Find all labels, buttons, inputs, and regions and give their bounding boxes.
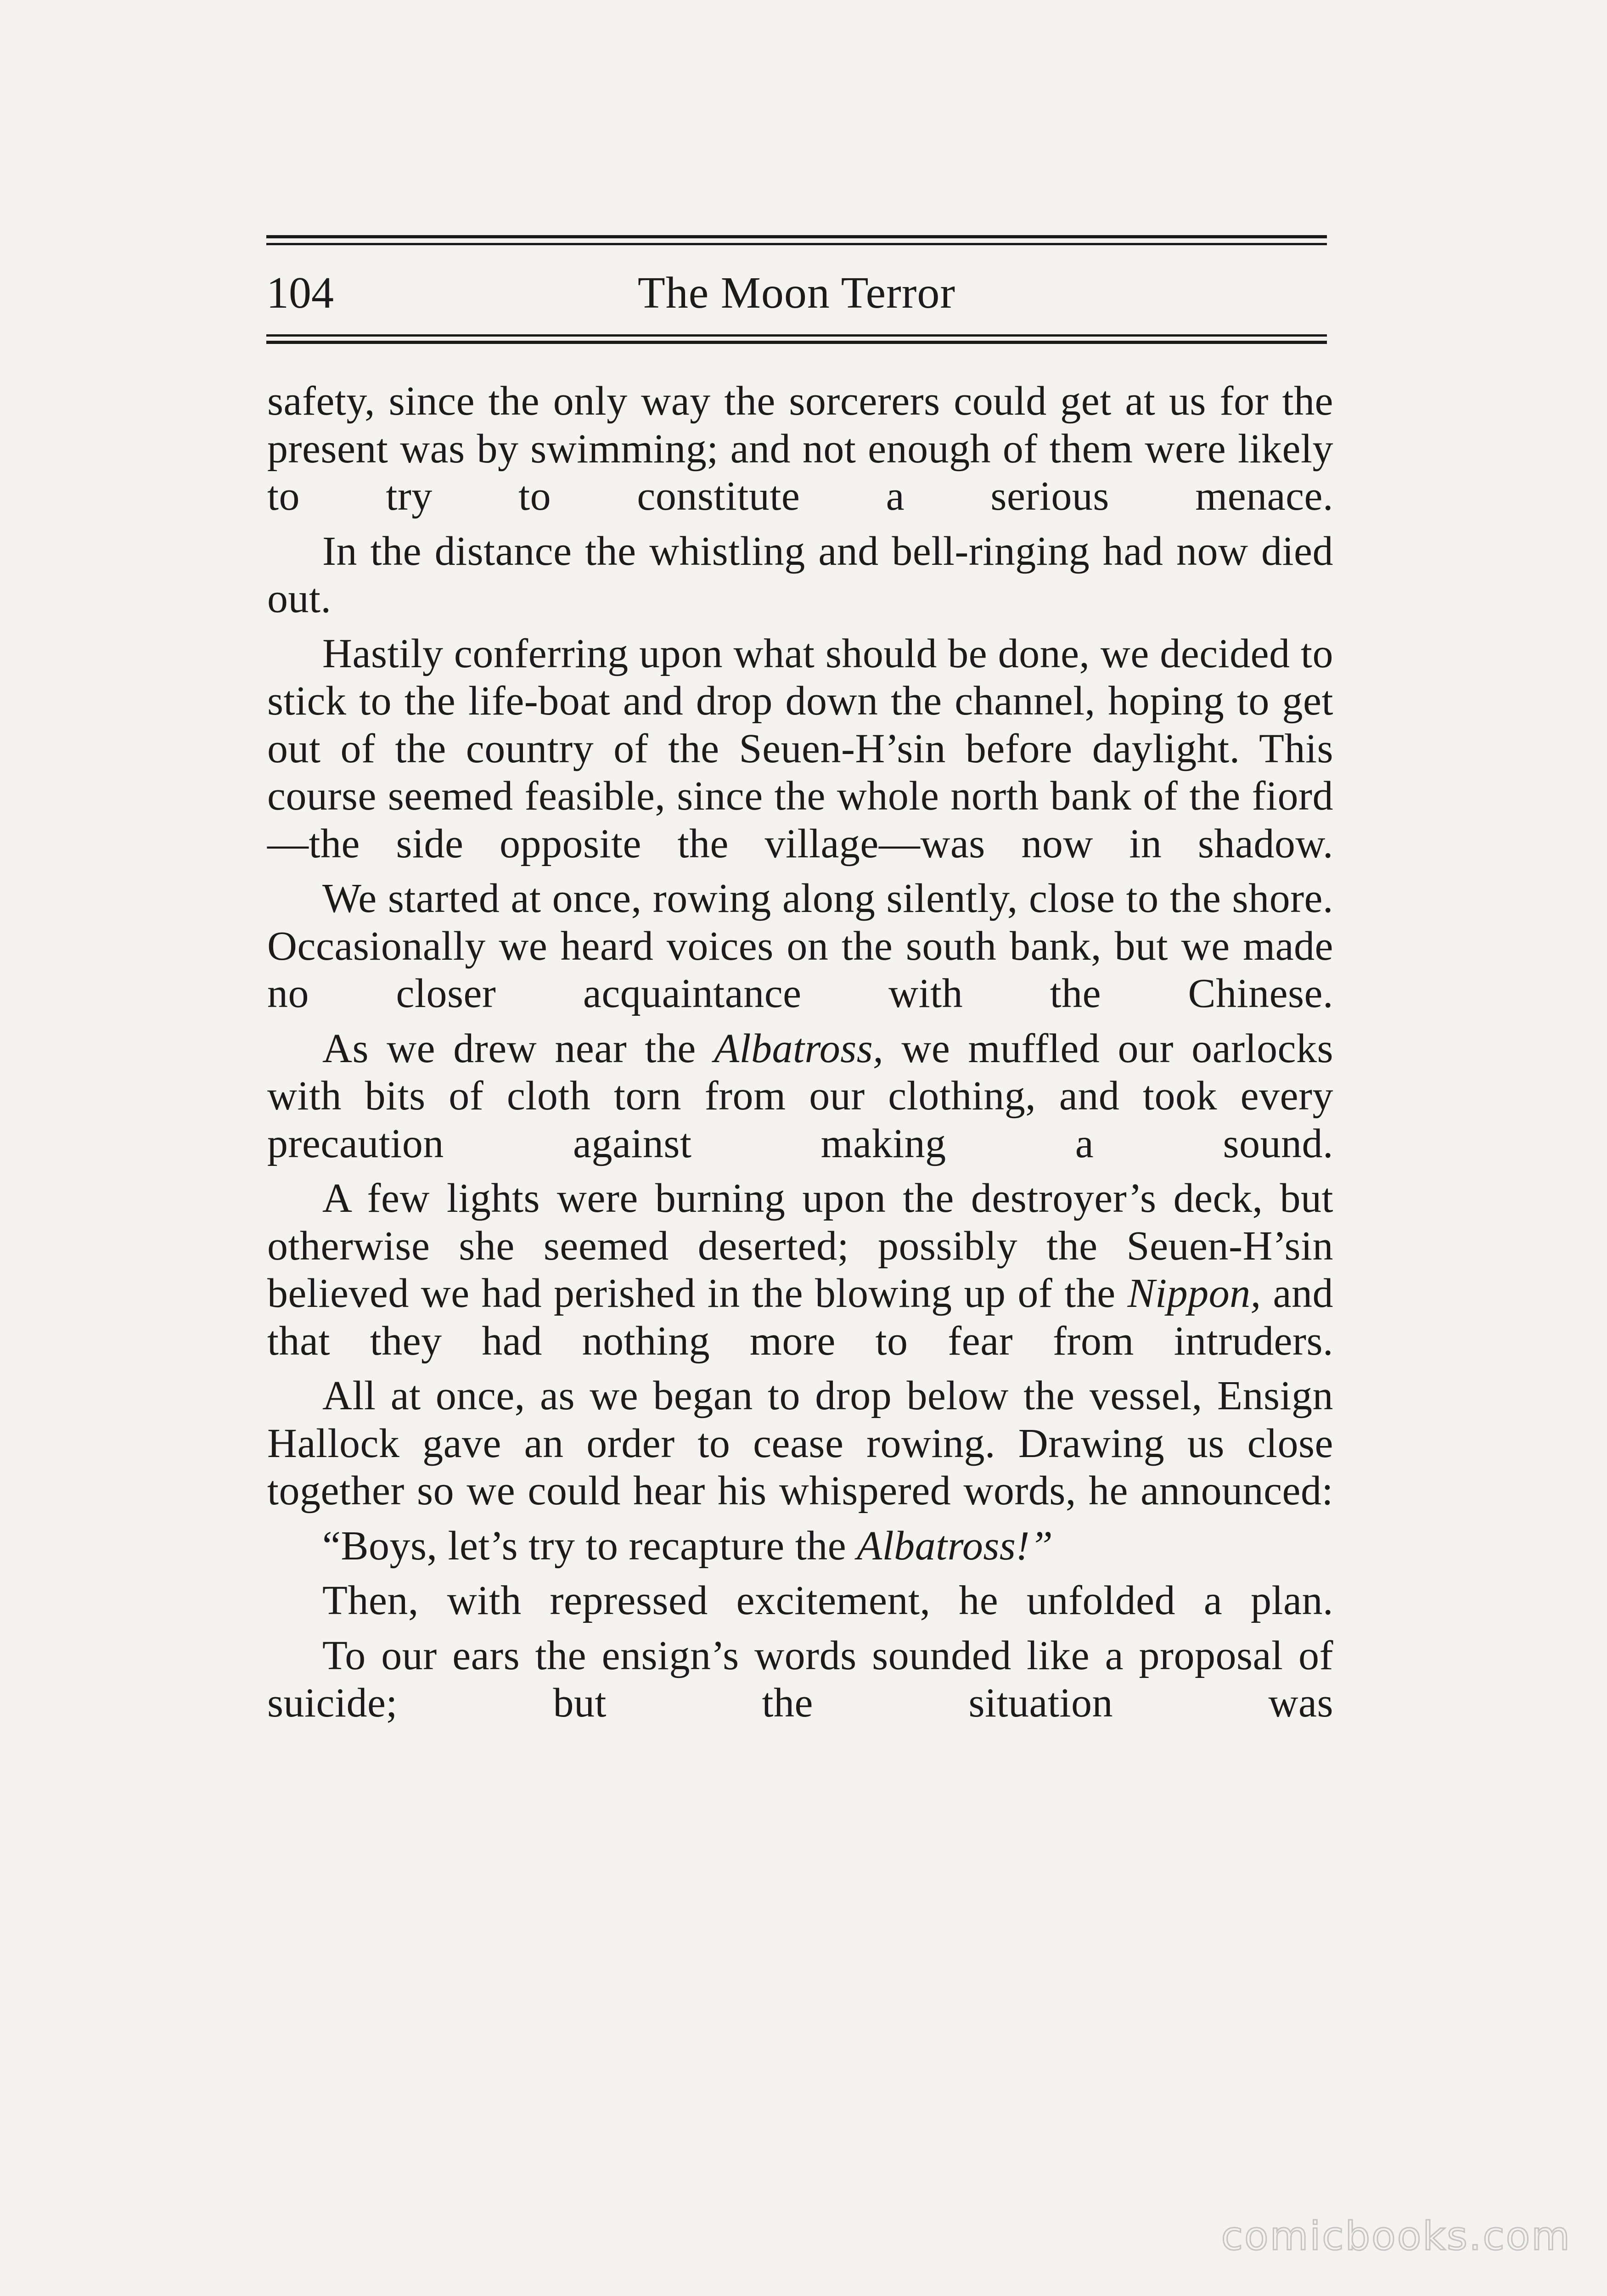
paragraph [267,1522,1333,1570]
ship-name: Nippon, [1127,1271,1261,1316]
header-top-rule-thin [266,243,1327,245]
paragraph: To our ears the ensign’s words sounded like a proposal of suicide; but the situation was [267,1632,1333,1726]
paragraph: All at once, as we began to drop below the vessel, Ensign Hallock gave an order to cease rowing. Drawing us close together so we could hear his whispered words, he announced: [267,1373,1333,1514]
header-top-rule-thick [266,235,1327,238]
paragraph [267,1025,1333,1168]
paragraph: Hastily conferring upon what should be done, we decided to stick to the life-boat and drop down the channel, hoping to get out of the country of the Seuen-H’sin before daylight. This course seemed feasible, since the whole north bank of the fiord—the side opposite the village—was now in shadow. [267,630,1333,867]
paragraph-text: and that they had nothing more to fear from intruders. [267,1271,1333,1364]
paragraph: safety, since the only way the sorcerers could get at us for the present was by swimming; and not enough of them were likely to try to constitute a serious menace. [267,378,1333,519]
header-bottom-rule-thick [266,341,1327,344]
running-head [266,265,1327,325]
paragraph-text: we muffled our oarlocks with bits of cloth torn from our clothing, and took every precaution against making a sound. [267,1025,1333,1166]
book-title: The Moon Terror [637,268,956,318]
header-bottom-rule [266,334,1327,348]
body-text [267,377,1333,1734]
ship-name: Albatross, [714,1025,884,1071]
paragraph: Then, with repressed excitement, he unfolded a plan. [322,1578,1333,1623]
paragraph: We started at once, rowing along silently, close to the shore. Occasionally we heard voices on the south bank, but we made no closer acquaintance with the Chinese. [267,876,1333,1016]
paragraph: In the distance the whistling and bell-ringing had now died out. [267,528,1333,621]
header-top-rule [266,235,1327,249]
header-bottom-rule-thin [266,334,1327,337]
watermark: comicbooks.com [1221,2213,1571,2259]
paragraph-text: A few lights were burning upon the destroyer’s deck, but otherwise she seemed deserted; possibly the Seuen-H’sin believed we had perished in the blowing up of the [267,1176,1333,1316]
paragraph-text: “Boys, let’s try to recapture the [322,1523,857,1569]
ship-name: Albatross!” [857,1523,1053,1569]
paragraph [267,1175,1333,1365]
page-number: 104 [266,268,334,318]
paragraph-text: As we drew near the [322,1025,714,1071]
